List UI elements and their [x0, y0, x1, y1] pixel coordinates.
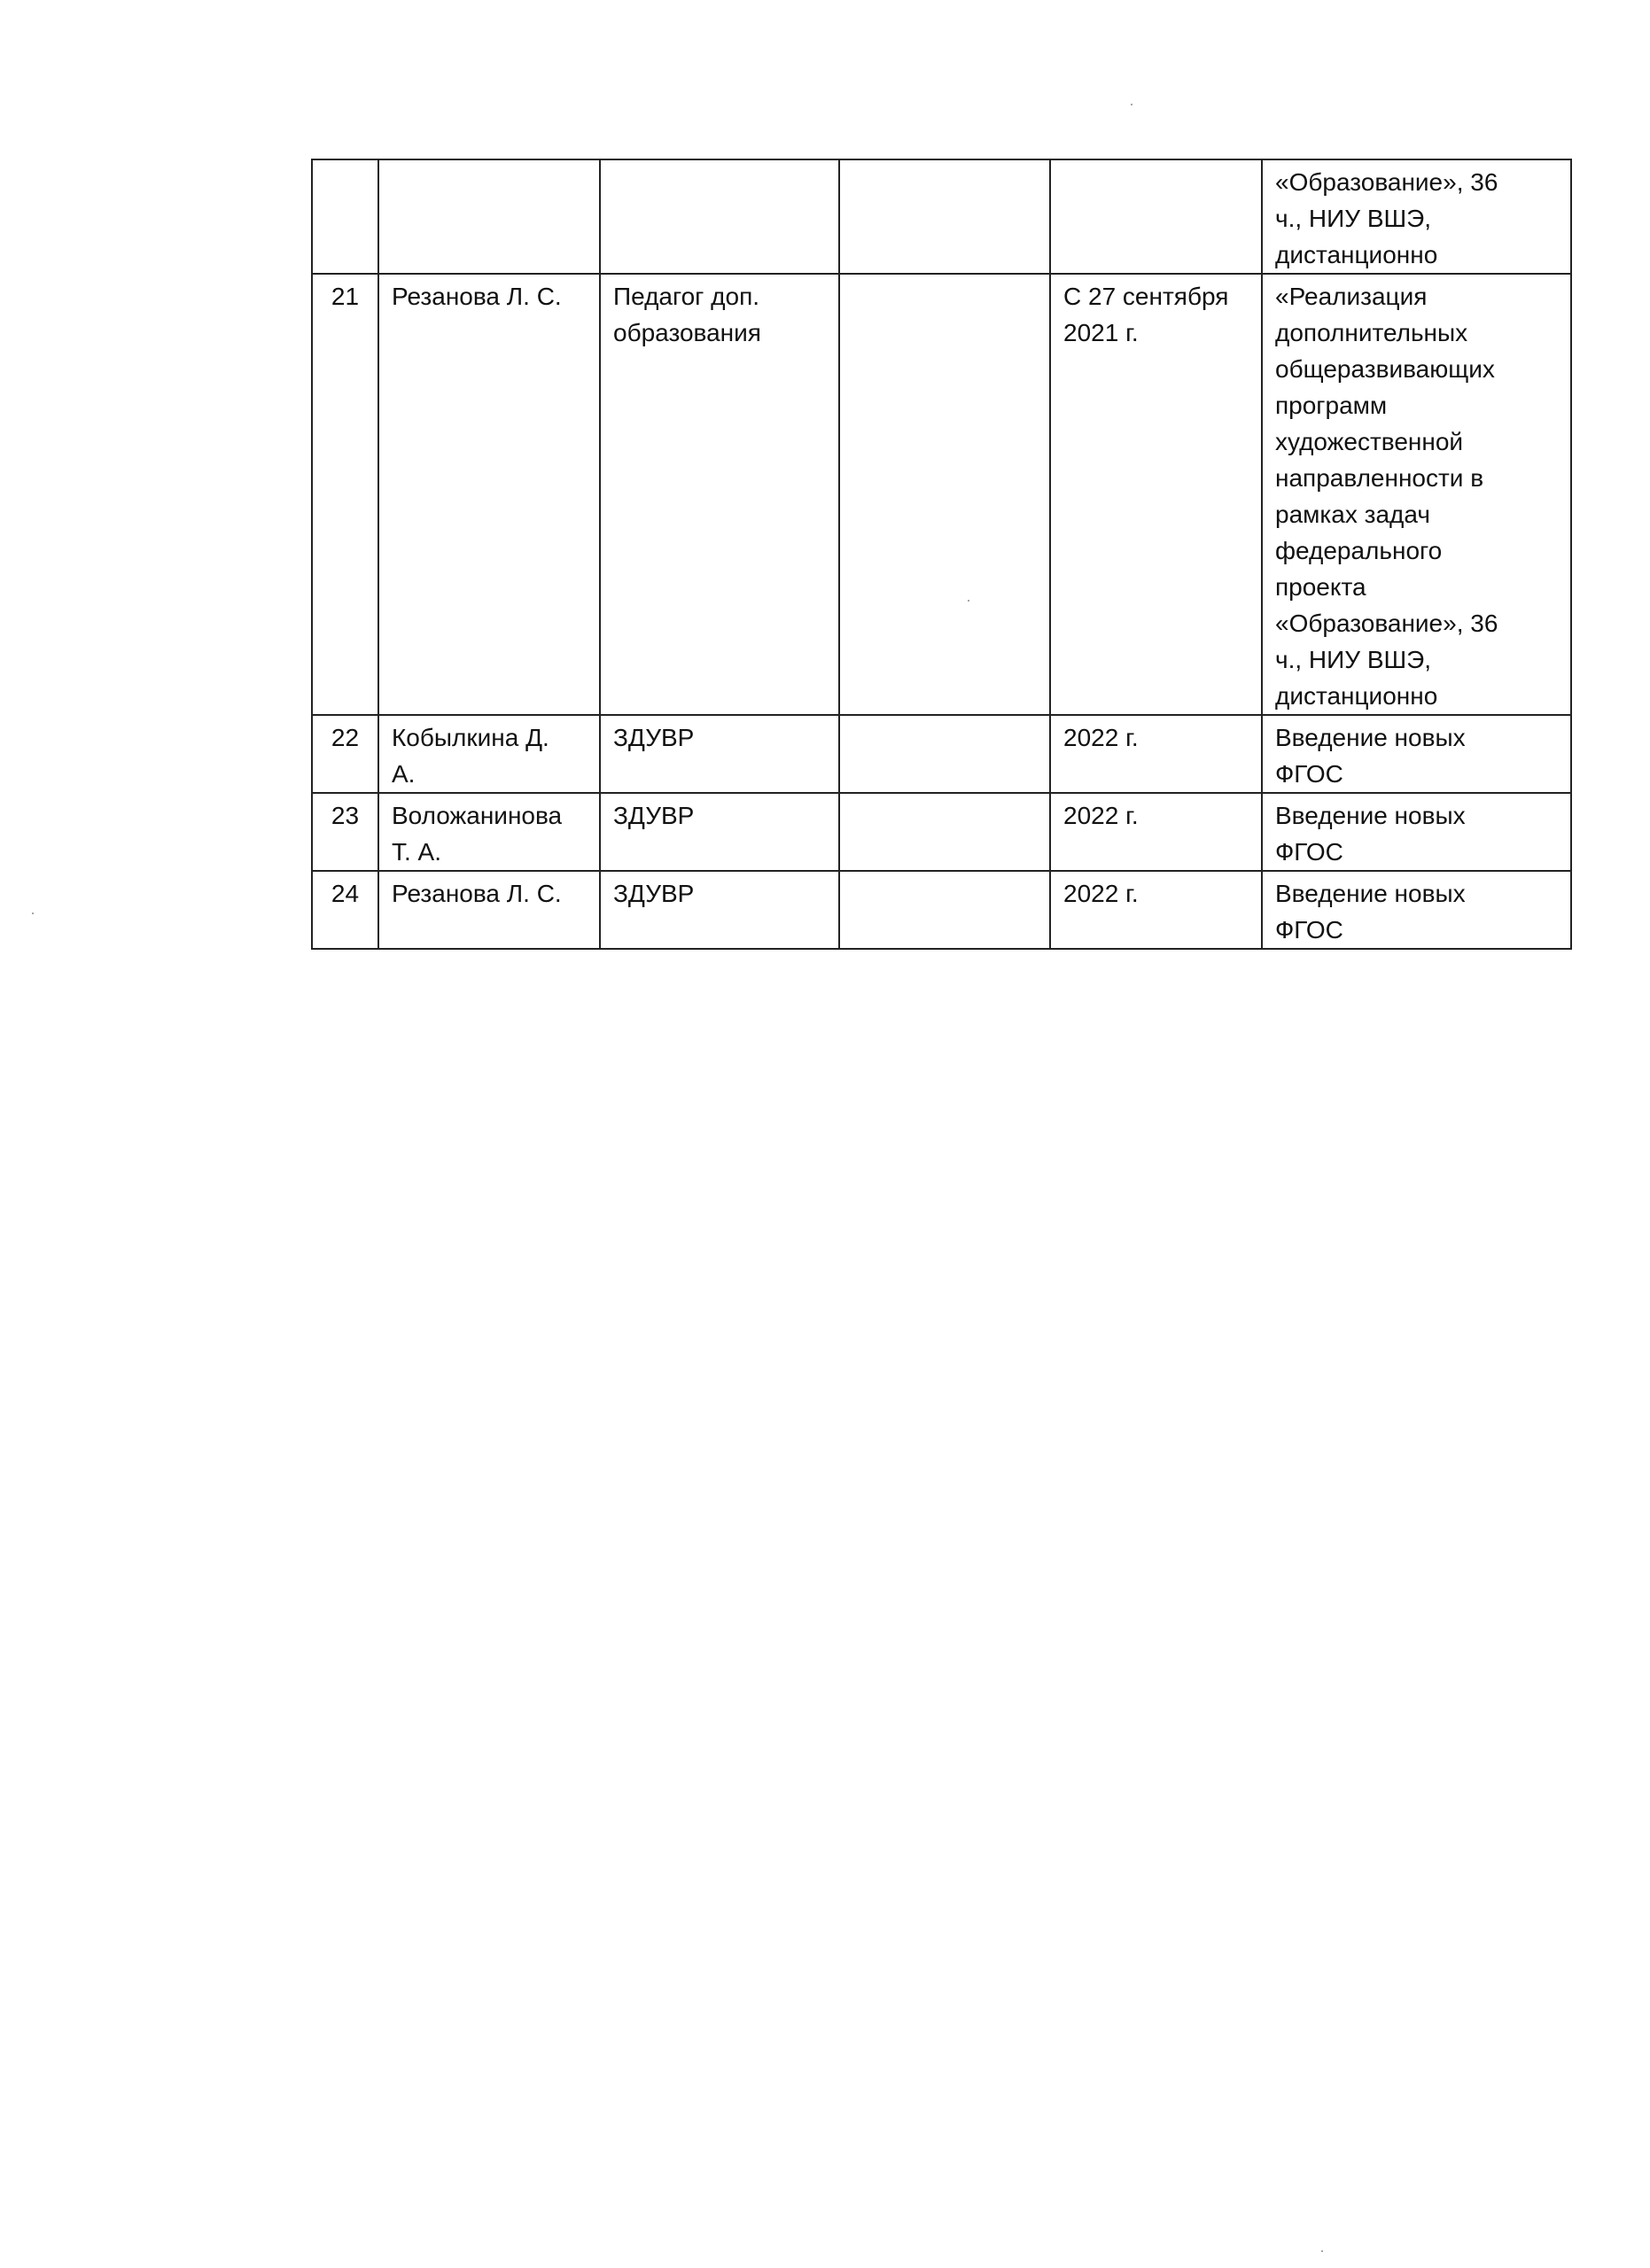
cell-position: ЗДУВР	[600, 793, 839, 871]
scan-speck	[32, 913, 34, 914]
table-row	[312, 715, 1571, 793]
cell-position: ЗДУВР	[600, 715, 839, 793]
cell-name: Резанова Л. С.	[378, 871, 600, 949]
cell-empty	[839, 159, 1050, 274]
table-row	[312, 159, 1571, 274]
cell-number: 24	[312, 871, 378, 949]
cell-empty	[839, 715, 1050, 793]
cell-empty	[839, 274, 1050, 715]
cell-number: 22	[312, 715, 378, 793]
cell-date: 2022 г.	[1050, 793, 1262, 871]
cell-name: Резанова Л. С.	[378, 274, 600, 715]
cell-number: 21	[312, 274, 378, 715]
table-row	[312, 871, 1571, 949]
cell-empty	[839, 871, 1050, 949]
cell-name: Воложанинова Т. А.	[378, 793, 600, 871]
cell-date: 2022 г.	[1050, 715, 1262, 793]
staff-training-table	[311, 159, 1572, 950]
cell-course: «Реализация дополнительных общеразвивающих программ художественной направленности в рамках задач федерального проекта «Образование», 36 ч., НИУ ВШЭ, дистанционно	[1262, 274, 1571, 715]
cell-course: Введение новых ФГОС	[1262, 793, 1571, 871]
cell-position	[600, 159, 839, 274]
scan-speck	[968, 600, 969, 602]
cell-empty	[839, 793, 1050, 871]
cell-course: Введение новых ФГОС	[1262, 715, 1571, 793]
table-row	[312, 274, 1571, 715]
cell-position: ЗДУВР	[600, 871, 839, 949]
cell-number: 23	[312, 793, 378, 871]
cell-date	[1050, 159, 1262, 274]
scan-speck	[1131, 104, 1132, 105]
cell-course: «Образование», 36 ч., НИУ ВШЭ, дистанционно	[1262, 159, 1571, 274]
cell-name	[378, 159, 600, 274]
scan-speck	[1321, 2250, 1323, 2252]
cell-position: Педагог доп. образования	[600, 274, 839, 715]
cell-number	[312, 159, 378, 274]
cell-date: С 27 сентября 2021 г.	[1050, 274, 1262, 715]
cell-name: Кобылкина Д. А.	[378, 715, 600, 793]
table-row	[312, 793, 1571, 871]
cell-date: 2022 г.	[1050, 871, 1262, 949]
cell-course: Введение новых ФГОС	[1262, 871, 1571, 949]
